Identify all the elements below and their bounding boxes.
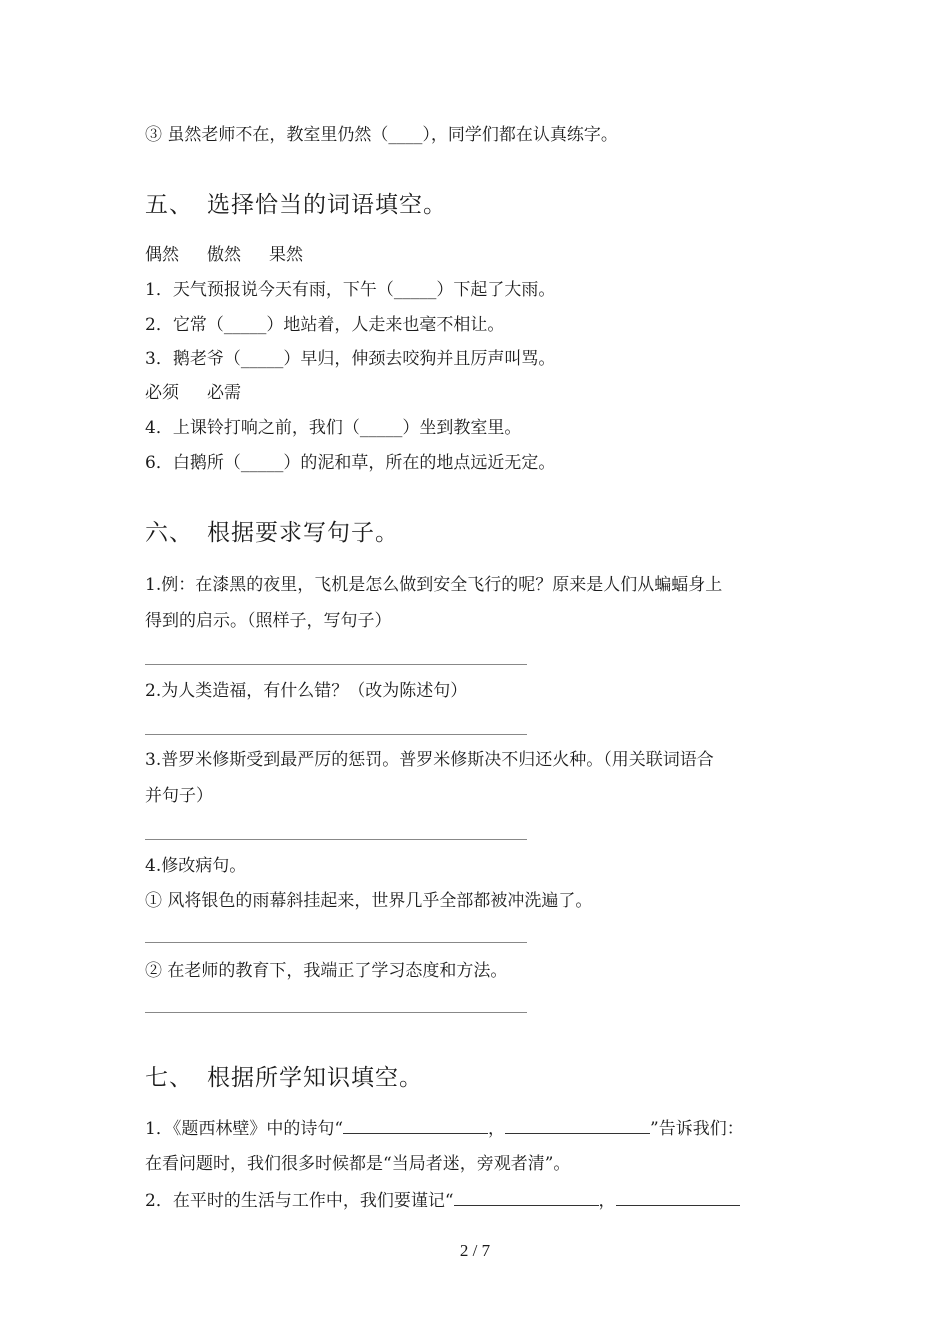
section-number: 五、 — [145, 192, 193, 218]
section-title: 根据所学知识填空。 — [207, 1065, 423, 1091]
section-title: 根据要求写句子。 — [207, 520, 399, 546]
word-option: 必须 — [145, 383, 179, 403]
sentence-question-2: 2.为人类造福，有什么错？（改为陈述句） — [145, 681, 468, 701]
sentence-question-1-cont: 得到的启示。（照样子，写句子） — [145, 611, 392, 631]
fill-blank[interactable] — [454, 1189, 599, 1206]
separator: ， — [488, 1119, 506, 1139]
sentence-question-4: 4.修改病句。 — [145, 856, 247, 876]
circle-item-3: ③ 虽然老师不在，教室里仍然（____），同学们都在认真练字。 — [145, 125, 618, 145]
answer-line[interactable] — [145, 942, 527, 943]
section-6-heading — [145, 518, 399, 548]
word-option: 傲然 — [207, 245, 241, 265]
sick-sentence-b: ② 在老师的教育下，我端正了学习态度和方法。 — [145, 961, 508, 981]
answer-line[interactable] — [145, 734, 527, 735]
fill-question-1: 1．天气预报说今天有雨，下午（_____）下起了大雨。 — [145, 280, 556, 300]
section-number: 七、 — [145, 1065, 193, 1091]
page-number: 2 / 7 — [459, 1241, 491, 1260]
section-5-heading — [145, 190, 447, 220]
word-bank-a — [145, 244, 331, 266]
section-number: 六、 — [145, 520, 193, 546]
question-text: ”告诉我们： — [650, 1119, 744, 1139]
knowledge-question-1-cont: 在看问题时，我们很多时候都是“当局者迷，旁观者清”。 — [145, 1154, 571, 1174]
answer-line[interactable] — [145, 839, 527, 840]
fill-blank[interactable] — [505, 1117, 650, 1134]
section-title: 选择恰当的词语填空。 — [207, 192, 447, 218]
question-text: 2．在平时的生活与工作中，我们要谨记“ — [145, 1191, 454, 1211]
answer-line[interactable] — [145, 1012, 527, 1013]
fill-question-6: 6．白鹅所（_____）的泥和草，所在的地点远近无定。 — [145, 453, 556, 473]
fill-question-3: 3．鹅老爷（_____）早归，伸颈去咬狗并且厉声叫骂。 — [145, 349, 556, 369]
sentence-question-1: 1.例：在漆黑的夜里，飞机是怎么做到安全飞行的呢？原来是人们从蝙蝠身上 — [145, 575, 723, 595]
separator: ， — [598, 1191, 616, 1211]
knowledge-question-1 — [145, 1117, 744, 1140]
fill-question-4: 4．上课铃打响之前，我们（_____）坐到教室里。 — [145, 418, 522, 438]
section-7-heading — [145, 1063, 423, 1093]
fill-blank[interactable] — [616, 1189, 740, 1206]
question-text: 1．《题西林壁》中的诗句“ — [145, 1119, 344, 1139]
fill-question-2: 2．它常（_____）地站着，人走来也毫不相让。 — [145, 315, 505, 335]
fill-blank[interactable] — [343, 1117, 488, 1134]
word-option: 果然 — [269, 245, 303, 265]
word-option: 必需 — [207, 383, 241, 403]
answer-line[interactable] — [145, 664, 527, 665]
sentence-question-3-cont: 并句子） — [145, 786, 213, 806]
sick-sentence-a: ① 风将银色的雨幕斜挂起来，世界几乎全部都被冲洗遍了。 — [145, 891, 593, 911]
word-bank-b — [145, 382, 269, 404]
word-option: 偶然 — [145, 245, 179, 265]
knowledge-question-2 — [145, 1189, 740, 1212]
sentence-question-3: 3.普罗米修斯受到最严厉的惩罚。普罗米修斯决不归还火种。（用关联词语合 — [145, 750, 714, 770]
